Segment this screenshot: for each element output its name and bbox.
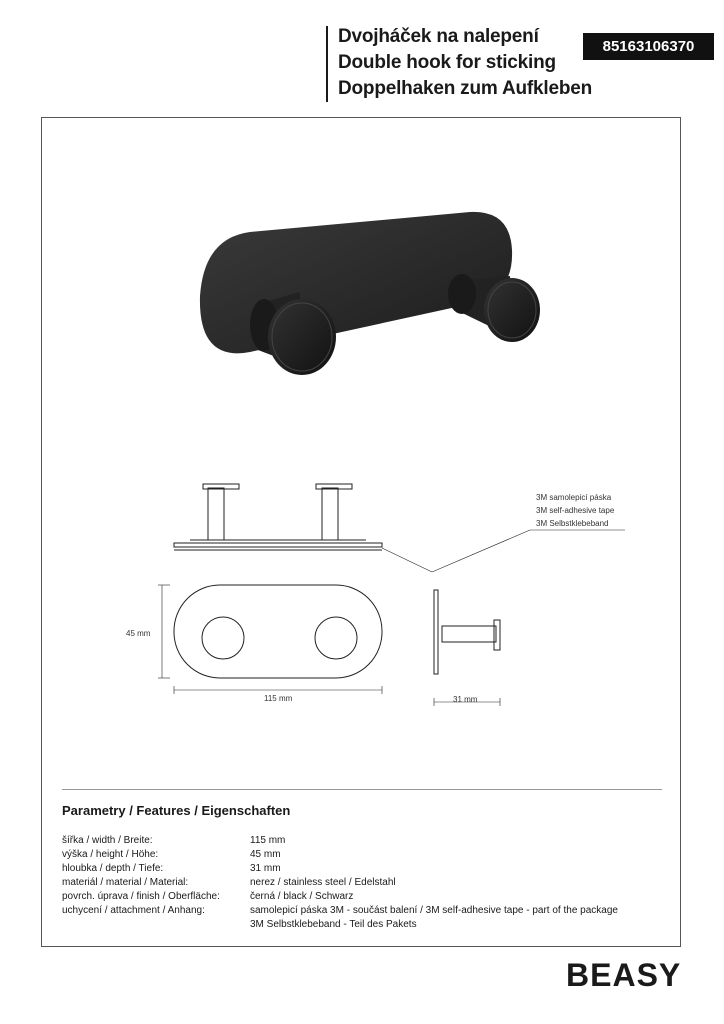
tape-label-czech: 3M samolepicí páska [536, 493, 612, 502]
feature-value: 3M Selbstklebeband - Teil des Pakets [250, 919, 417, 930]
title-german: Doppelhaken zum Aufkleben [338, 78, 592, 99]
brand-logo: BEASY [566, 957, 682, 993]
feature-label: hloubka / depth / Tiefe: [62, 863, 164, 874]
tape-label-german: 3M Selbstklebeband [536, 519, 609, 528]
features-title: Parametry / Features / Eigenschaften [62, 803, 291, 818]
section-divider [62, 789, 662, 790]
product-photo [200, 212, 540, 375]
title-czech: Dvojháček na nalepení [338, 26, 539, 47]
feature-label: povrch. úprava / finish / Oberfläche: [62, 891, 220, 902]
front-view-drawing [158, 585, 382, 694]
feature-value: nerez / stainless steel / Edelstahl [250, 877, 396, 888]
feature-value: černá / black / Schwarz [250, 891, 354, 902]
width-dimension: 115 mm [264, 694, 293, 703]
feature-value: 31 mm [250, 863, 281, 874]
title-english: Double hook for sticking [338, 52, 556, 73]
feature-label: uchycení / attachment / Anhang: [62, 905, 205, 916]
product-code-badge: 85163106370 [583, 33, 714, 60]
height-dimension: 45 mm [126, 629, 151, 638]
feature-value: 115 mm [250, 835, 286, 846]
depth-dimension: 31 mm [453, 695, 478, 704]
feature-label: materiál / material / Material: [62, 877, 189, 888]
feature-label: šířka / width / Breite: [62, 835, 153, 846]
side-view-drawing [434, 590, 500, 706]
feature-value: 45 mm [250, 849, 281, 860]
feature-label: výška / height / Höhe: [62, 849, 159, 860]
feature-value: samolepicí páska 3M - součást balení / 3M self-adhesive tape - part of the package [250, 905, 618, 916]
tape-label-english: 3M self-adhesive tape [536, 506, 615, 515]
